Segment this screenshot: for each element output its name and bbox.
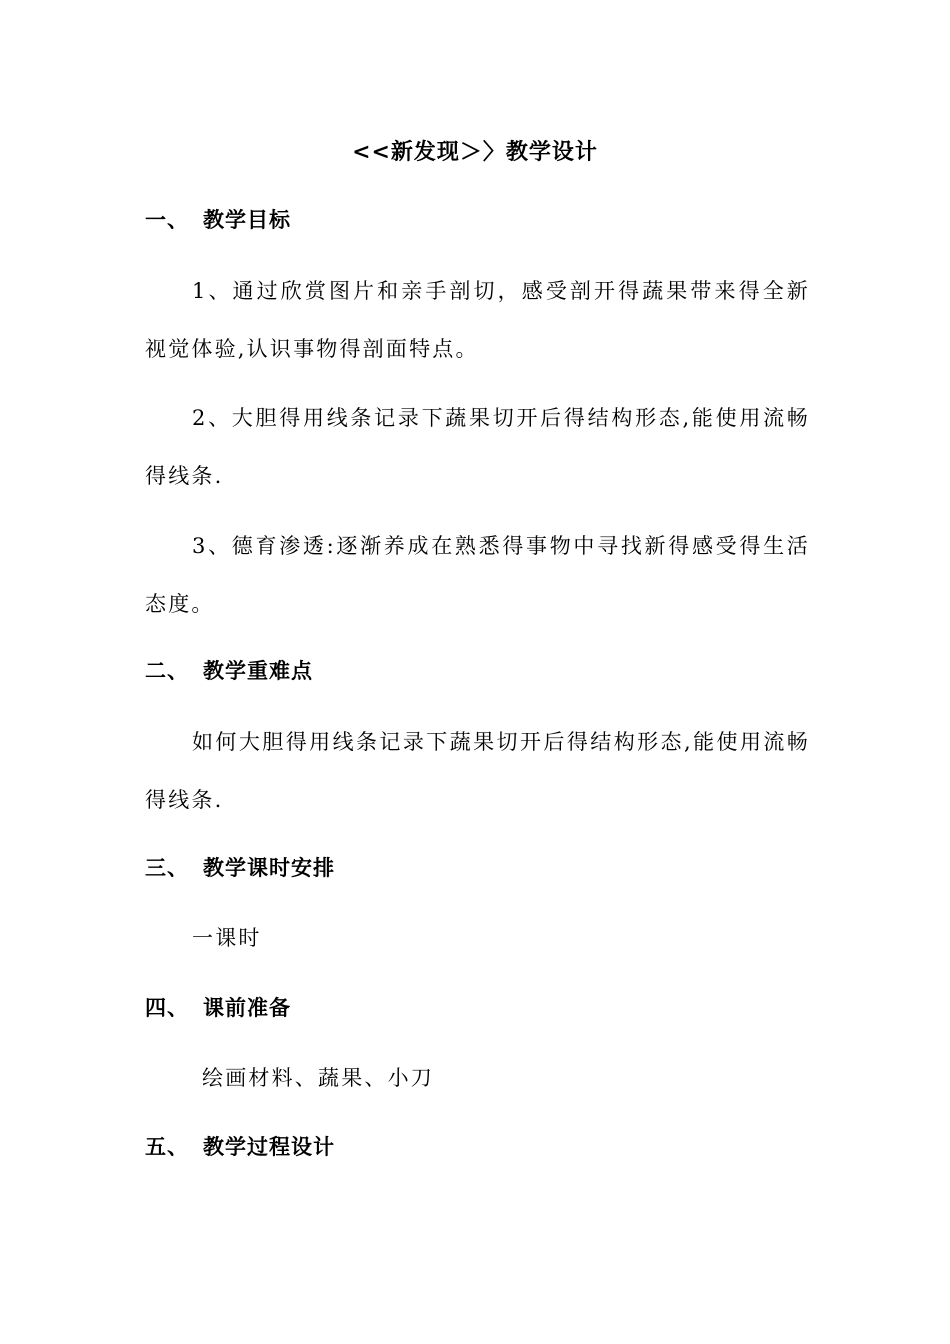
section-title: 教学重难点 xyxy=(203,658,313,683)
preparation-text: 绘画材料、蔬果、小刀 xyxy=(202,1066,434,1090)
section-title: 课前准备 xyxy=(203,995,291,1020)
section-number: 三、 xyxy=(145,855,189,880)
objective-paragraph-1: 1、通过欣赏图片和亲手剖切，感受剖开得蔬果带来得全新视觉体验,认识事物得剖面特点。 xyxy=(145,279,810,361)
section-title: 教学课时安排 xyxy=(203,855,335,880)
section-heading-preparation xyxy=(145,990,291,1026)
section-heading-objectives xyxy=(145,202,291,238)
key-points-paragraph: 如何大胆得用线条记录下蔬果切开后得结构形态,能使用流畅得线条. xyxy=(145,730,810,812)
schedule-text: 一课时 xyxy=(192,926,262,950)
section-number: 五、 xyxy=(145,1134,189,1159)
section-number: 二、 xyxy=(145,658,189,683)
section-number: 一、 xyxy=(145,207,189,232)
section-title: 教学过程设计 xyxy=(203,1134,335,1159)
objective-paragraph-3: 3、德育渗透:逐渐养成在熟悉得事物中寻找新得感受得生活态度。 xyxy=(145,534,810,616)
section-heading-schedule xyxy=(145,850,335,886)
objective-paragraph-2: 2、大胆得用线条记录下蔬果切开后得结构形态,能使用流畅得线条. xyxy=(145,406,810,488)
document-title: <<新发现＞〉教学设计 xyxy=(352,139,598,165)
section-title: 教学目标 xyxy=(203,207,291,232)
section-number: 四、 xyxy=(145,995,189,1020)
section-heading-key-points xyxy=(145,653,313,689)
section-heading-process xyxy=(145,1129,335,1165)
